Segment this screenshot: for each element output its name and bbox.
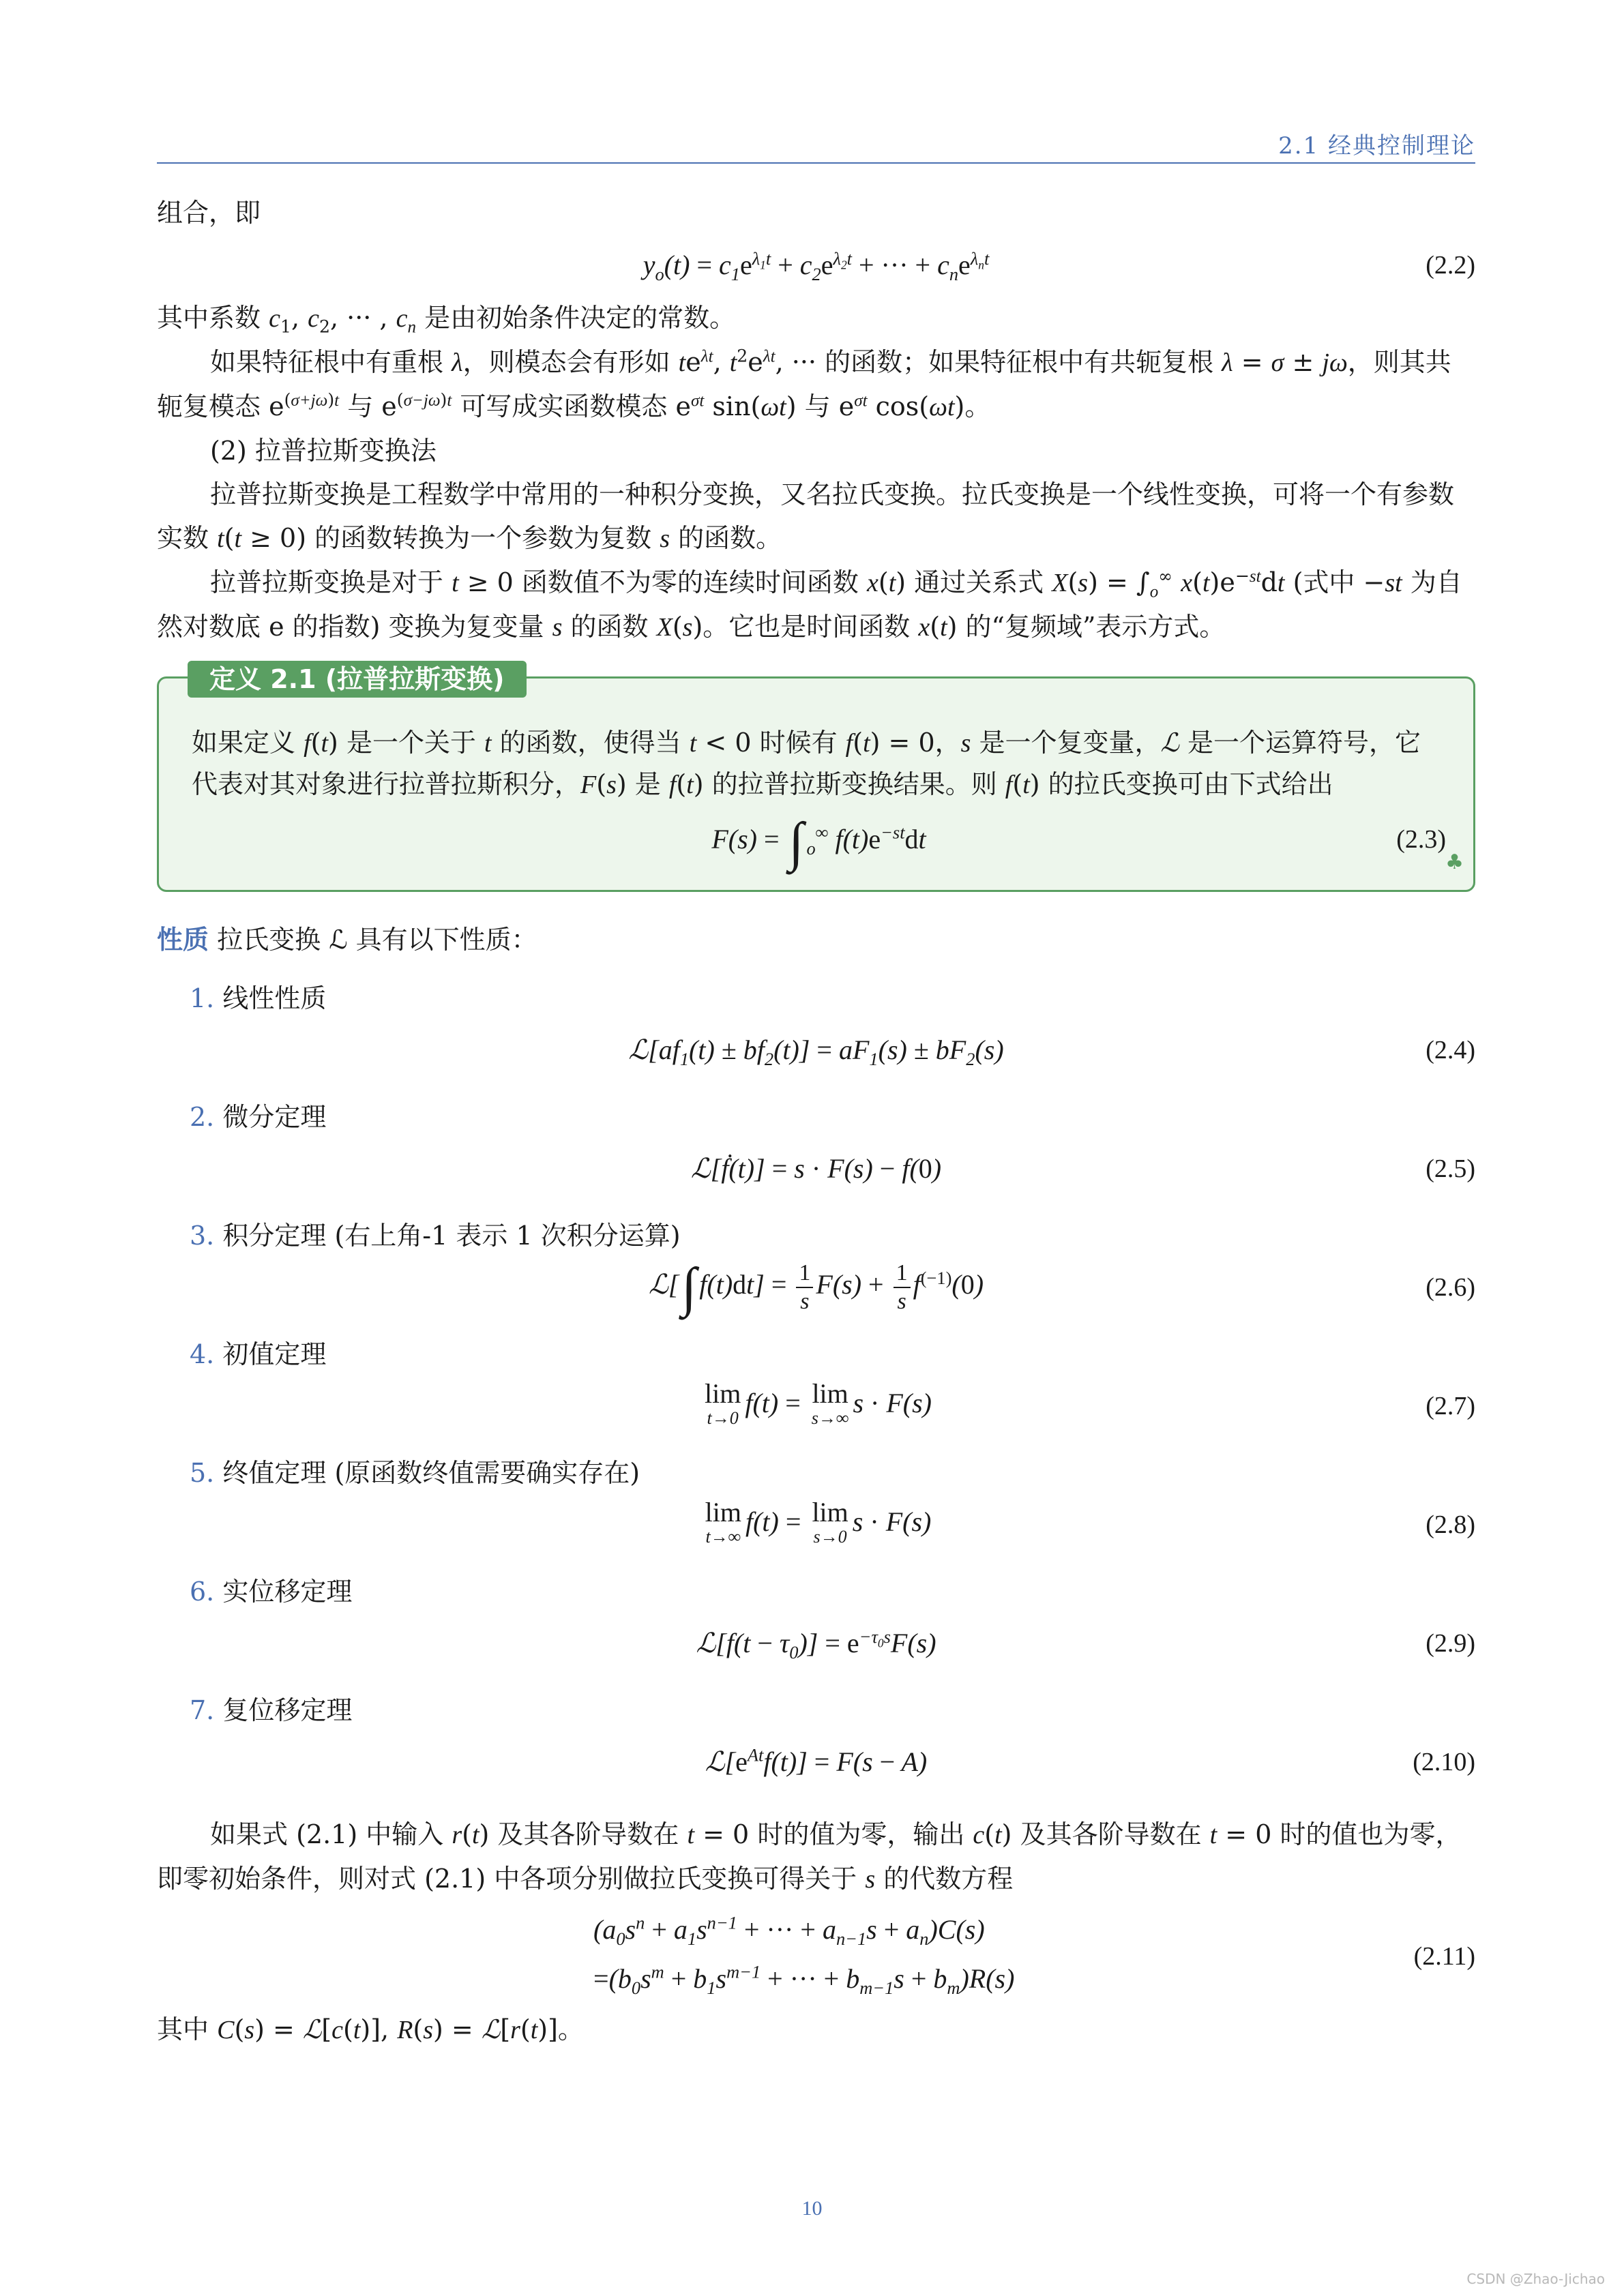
para-final: 其中 C(s) = ℒ[c(t)], R(s) = ℒ[r(t)]。 (157, 2014, 584, 2044)
property-number: 4. (190, 1339, 215, 1369)
property-item (190, 976, 1475, 1020)
para-initial-conditions: 如果式 (2.1) 中输入 r(t) 及其各阶导数在 t = 0 时的值为零，输出 c(t) 及其各阶导数在 t = 0 时的值也为零，即零初始条件，则对式 (2.1) 中各项分别做拉氏变换可得关于 s 的代数方程 (157, 1819, 1462, 1894)
watermark: CSDN @Zhao-Jichao (1466, 2271, 1605, 2287)
equation-2-6 (157, 1257, 1475, 1317)
equation-2-10-body: $ℒ[e^{At}f(t)] = F(s - A)$ (705, 1744, 928, 1777)
properties-intro: 拉氏变换 ℒ 具有以下性质： (217, 925, 537, 955)
property-name: 微分定理 (222, 1102, 327, 1132)
equation-2-4 (157, 1020, 1475, 1080)
equation-2-9-body: ℒ[f(t − $\tau_0)] = e^{-\tau_0s}F(s)$ (696, 1626, 936, 1663)
property-name: 积分定理 (右上角-1 表示 1 次积分运算) (222, 1221, 681, 1251)
definition-tag: 定义 2.1 (拉普拉斯变换) (188, 661, 527, 698)
equation-2-2 (157, 235, 1475, 296)
equation-2-11-body: ($a_0s^n + a_1s^{n-1}$ + ··· + $a_{n-1}s + a_n)C(s)$ $=(b_0s^m + b_1s^{m-1}$ + ··· + $b_{m-1}s + b_m)R(s)$ (593, 1912, 1015, 1998)
equation-2-2-body: $y_o(t) = c_1e^{\lambda_1t} + c_2e^{\lambda_2t}$ + ··· + $c_ne^{\lambda_nt}$ (643, 248, 990, 284)
running-header (157, 127, 1475, 162)
equation-2-8 (157, 1495, 1475, 1555)
equation-number: (2.6) (1426, 1273, 1475, 1302)
property-number: 7. (190, 1695, 215, 1725)
equation-number: (2.2) (1426, 251, 1475, 280)
equation-number: (2.11) (1413, 1942, 1475, 1971)
property-number: 6. (190, 1577, 215, 1607)
property-number: 1. (190, 983, 215, 1013)
section-heading-laplace: (2) 拉普拉斯变换法 (210, 436, 437, 466)
page-number: 10 (801, 2197, 823, 2220)
equation-2-3 (192, 805, 1446, 874)
equation-number: (2.7) (1426, 1392, 1475, 1420)
equation-number: (2.9) (1426, 1629, 1475, 1658)
equation-2-4-body: $ℒ[af_1(t) \pm bf_2(t)] = aF_1(s) \pm bF_2(s)$ (628, 1034, 1004, 1069)
para-intro: 组合，即 (157, 198, 261, 228)
equation-2-10 (157, 1732, 1475, 1792)
equation-2-6-body: ℒ[∫ f(t)dt] = $\frac{1}{s}$ F(s) + $\frac{1}{s}$ $f^{(-1)}(0)$ (648, 1257, 984, 1317)
property-number: 3. (190, 1221, 215, 1251)
equation-2-9 (157, 1613, 1475, 1673)
equation-2-5-body: ℒ[ḟ(t)] = s · F(s) − f(0) (690, 1153, 942, 1184)
equation-2-5 (157, 1139, 1475, 1199)
equation-number: (2.10) (1413, 1748, 1475, 1776)
property-item (190, 1451, 1475, 1495)
property-name: 终值定理 (原函数终值需要确实存在) (222, 1458, 640, 1488)
property-item (190, 1570, 1475, 1613)
property-item (190, 1688, 1475, 1732)
para-modes: 如果特征根中有重根 λ，则模态会有形如 $te^{\lambda t}$, $t^2e^{\lambda t}$, ··· 的函数；如果特征根中有共轭复根 λ = σ ± jω，则其共轭复模态 $e^{(\sigma+j\omega)t}$ 与 $e^{(\sigma-j\omega)t}$ 可写成实函数模态 $e^{\sigma t}$ sin(ωt) 与 $e^{\sigma t}$ cos(ωt)。 (157, 346, 1451, 421)
equation-2-11 (157, 1905, 1475, 2008)
page-body (157, 191, 1475, 2052)
equation-2-7 (157, 1376, 1475, 1436)
property-name: 实位移定理 (222, 1577, 353, 1607)
property-number: 5. (190, 1458, 215, 1488)
property-item (190, 1095, 1475, 1139)
properties-heading (157, 918, 1475, 961)
para-coefficients: 其中系数 $c_1$, $c_2$, ··· , $c_n$ 是由初始条件决定的常数。 (157, 303, 736, 337)
definition-box (157, 664, 1475, 892)
equation-2-7-body: lim t→0 f(t) = lim s→∞ s · F(s) (705, 1378, 932, 1428)
club-icon: ♣ (1445, 850, 1464, 874)
properties-label: 性质 (157, 925, 209, 955)
equation-2-8-body: lim t→∞ f(t) = lim s→0 s · F(s) (705, 1497, 932, 1547)
definition-text: 如果定义 f(t) 是一个关于 t 的函数，使得当 t < 0 时候有 f(t) = 0，s 是一个复变量，ℒ 是一个运算符号，它代表对其对象进行拉普拉斯积分，F(s) 是 f(t) 的拉普拉斯变换结果。则 f(t) 的拉氏变换可由下式给出 (192, 728, 1421, 799)
equation-number: (2.3) (1396, 825, 1446, 854)
equation-number: (2.5) (1426, 1154, 1475, 1183)
equation-2-3-body: F(s) = ∫ $_o$∞ $f(t)e^{-st}dt$ (711, 811, 926, 872)
property-item (190, 1332, 1475, 1376)
property-name: 复位移定理 (222, 1695, 353, 1725)
equation-number: (2.4) (1426, 1036, 1475, 1064)
property-name: 初值定理 (222, 1339, 327, 1369)
property-name: 线性性质 (222, 983, 327, 1013)
header-title: 2.1 经典控制理论 (1278, 132, 1475, 160)
property-item (190, 1214, 1475, 1257)
para-laplace-1: 拉普拉斯变换是工程数学中常用的一种积分变换，又名拉氏变换。拉氏变换是一个线性变换，可将一个有参数实数 t(t ≥ 0) 的函数转换为一个参数为复数 s 的函数。 (157, 479, 1455, 553)
equation-number: (2.8) (1426, 1510, 1475, 1539)
header-rule (157, 162, 1475, 164)
property-number: 2. (190, 1102, 215, 1132)
para-laplace-2: 拉普拉斯变换是对于 t ≥ 0 函数值不为零的连续时间函数 x(t) 通过关系式 $X(s) = \int_o^\infty$ $x(t)e^{-st}dt$ (式中 −st 为自然对数底 e 的指数) 变换为复变量 s 的函数 X(s)。它也是时间函数 x(t) 的“复频域”表示方式。 (157, 566, 1462, 642)
